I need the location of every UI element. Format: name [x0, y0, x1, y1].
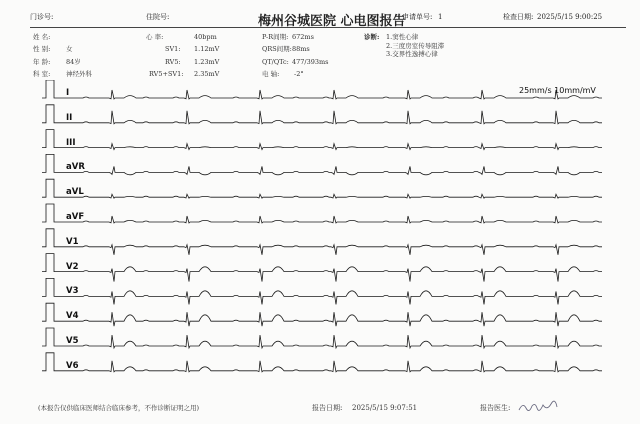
ecg-trace-avr — [42, 154, 602, 174]
lead-label-v5: V5 — [66, 336, 79, 346]
axis-value: -2° — [294, 70, 304, 78]
ecg-trace-iii — [42, 130, 602, 150]
ecg-trace-v5 — [42, 328, 602, 348]
ecg-tracing-area — [42, 80, 602, 390]
age-value: 84岁 — [66, 58, 81, 66]
ecg-trace-v1 — [42, 229, 602, 255]
exam-time-value: 2025/5/15 9:00:25 — [537, 13, 603, 21]
lead-label-i: I — [66, 88, 70, 98]
lead-label-ii: II — [66, 112, 73, 123]
report-title: 梅州谷城医院 心电图报告 — [258, 14, 406, 29]
sex-value: 女 — [66, 45, 73, 53]
sex-label: 性 别: — [33, 45, 51, 53]
dept-label: 科 室: — [33, 70, 51, 78]
ecg-trace-i — [42, 80, 602, 99]
ecg-trace-ii — [42, 105, 602, 124]
ecg-trace-v3 — [42, 278, 602, 304]
rv5-value: 1.23mV — [194, 58, 220, 66]
rv5-sv1-value: 2.35mV — [194, 70, 220, 78]
ecg-trace-avl — [42, 179, 602, 198]
pr-interval-value: 672ms — [292, 33, 314, 41]
inpatient-no-label: 住院号: — [146, 13, 170, 21]
diagnosis-item: 1.窦性心律 — [386, 33, 419, 41]
ecg-trace-avf — [42, 204, 602, 223]
diagnosis-item: 2.三度房室传导阻滞 — [386, 42, 445, 50]
lead-label-v1: V1 — [66, 236, 79, 247]
dept-value: 神经外科 — [66, 70, 92, 78]
diagnosis-item: 3.交界性逸搏心律 — [386, 50, 438, 58]
ecg-trace-v4 — [42, 303, 602, 326]
lead-label-v2: V2 — [66, 261, 79, 272]
application-no-label: 申请单号: — [402, 13, 433, 21]
rv5-label: RV5: — [165, 58, 181, 66]
axis-label: 电 轴: — [262, 70, 280, 78]
qrs-interval-label: QRS间期: — [262, 45, 292, 53]
name-label: 姓 名: — [33, 33, 51, 41]
lead-label-avf: aVF — [66, 212, 85, 222]
sv1-value: 1.12mV — [194, 45, 220, 53]
qrs-interval-value: 88ms — [292, 45, 310, 53]
lead-label-iii: III — [66, 137, 76, 148]
heart-rate-value: 40bpm — [194, 33, 217, 41]
application-no-value: 1 — [438, 13, 443, 21]
diagnosis-label: 诊断: — [364, 33, 380, 41]
exam-time-label: 检查日期: — [503, 13, 534, 21]
pr-interval-label: P-R间期: — [262, 33, 289, 41]
lead-label-v3: V3 — [66, 286, 79, 297]
disclaimer: (本报告仅供临床医师结合临床参考，不作诊断证明之用) — [38, 404, 200, 412]
outpatient-no-label: 门诊号: — [30, 13, 54, 21]
header-divider — [30, 27, 626, 28]
report-doctor-label: 报告医生: — [480, 404, 511, 412]
age-label: 年 龄: — [33, 58, 51, 66]
report-date-label: 报告日期: — [312, 404, 343, 412]
report-date-value: 2025/5/15 9:07:51 — [352, 404, 418, 412]
lead-label-v4: V4 — [66, 311, 79, 322]
rv5-sv1-label: RV5+SV1: — [149, 70, 184, 78]
qt-qtc-value: 477/393ms — [292, 58, 329, 66]
ecg-speed-gain: 25mm/s 10mm/mV — [519, 86, 596, 95]
lead-label-avl: aVL — [66, 187, 84, 198]
lead-label-v6: V6 — [66, 360, 79, 371]
qt-qtc-label: QT/QTc: — [262, 58, 289, 66]
ecg-trace-v2 — [42, 254, 602, 282]
ecg-trace-v6 — [42, 353, 602, 372]
heart-rate-label: 心 率: — [146, 33, 164, 41]
sv1-label: SV1: — [165, 45, 181, 53]
doctor-signature — [516, 398, 560, 416]
lead-label-avr: aVR — [66, 162, 85, 173]
